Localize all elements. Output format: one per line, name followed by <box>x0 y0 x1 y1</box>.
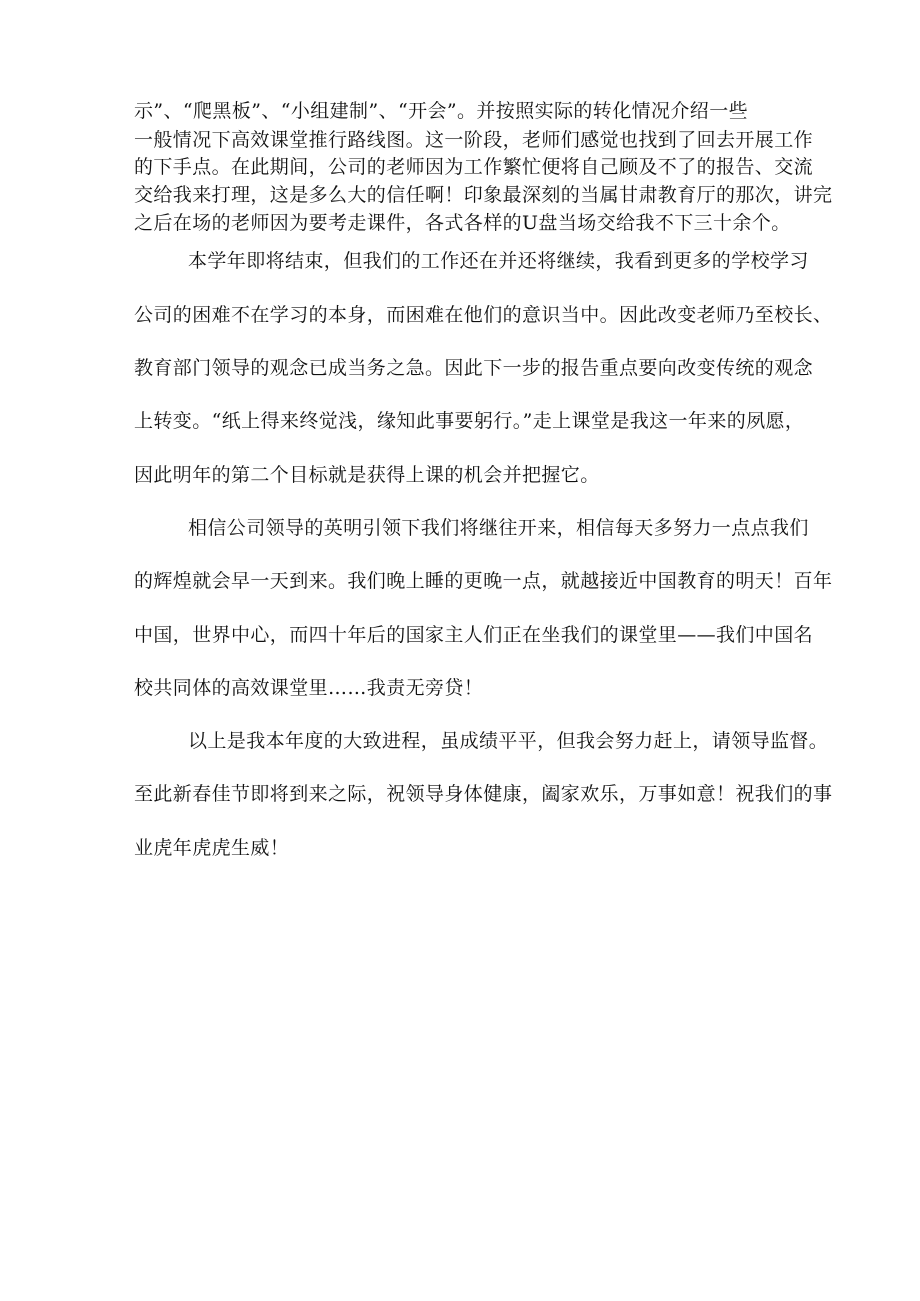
paragraph-2-line-1: 本学年即将结束，但我们的工作还在并还将继续，我看到更多的学校学习 <box>188 250 809 272</box>
paragraph-4-line-3: 业虎年虎虎生威！ <box>134 837 290 859</box>
paragraph-1-line-2: 一般情况下高效课堂推行路线图。这一阶段，老师们感觉也找到了回去开展工作 <box>134 129 814 151</box>
paragraph-4-line-2: 至此新春佳节即将到来之际，祝领导身体健康，阖家欢乐，万事如意！祝我们的事 <box>134 783 833 805</box>
paragraph-2-line-2: 公司的困难不在学习的本身，而困难在他们的意识当中。因此改变老师乃至校长、 <box>134 304 833 326</box>
paragraph-1-line-4: 交给我来打理，这是多么大的信任啊！印象最深刻的当属甘肃教育厅的那次，讲完 <box>134 184 833 206</box>
paragraph-2-line-4: 上转变。“纸上得来终觉浅，缘知此事要躬行。”走上课堂是我这一年来的夙愿， <box>134 410 805 432</box>
paragraph-4-line-1: 以上是我本年度的大致进程，虽成绩平平，但我会努力赶上，请领导监督。 <box>188 730 829 752</box>
paragraph-1-line-5: 之后在场的老师因为要考走课件，各式各样的U盘当场交给我不下三十余个。 <box>134 212 791 234</box>
paragraph-3-line-2: 的辉煌就会早一天到来。我们晚上睡的更晚一点，就越接近中国教育的明天！百年 <box>134 570 833 592</box>
paragraph-1-line-1: 示”、“爬黑板”、“小组建制”、“开会”。并按照实际的转化情况介绍一些 <box>134 100 748 122</box>
paragraph-2-line-3: 教育部门领导的观念已成当务之急。因此下一步的报告重点要向改变传统的观念 <box>134 357 814 379</box>
paragraph-3-line-3: 中国，世界中心，而四十年后的国家主人们正在坐我们的课堂里——我们中国名 <box>134 624 814 646</box>
paragraph-3-line-4: 校共同体的高效课堂里……我责无旁贷！ <box>134 677 484 699</box>
paragraph-1-line-3: 的下手点。在此期间，公司的老师因为工作繁忙便将自己顾及不了的报告、交流 <box>134 156 814 178</box>
paragraph-2-line-5: 因此明年的第二个目标就是获得上课的机会并把握它。 <box>134 464 600 486</box>
paragraph-3-line-1: 相信公司领导的英明引领下我们将继往开来，相信每天多努力一点点我们 <box>188 517 809 539</box>
